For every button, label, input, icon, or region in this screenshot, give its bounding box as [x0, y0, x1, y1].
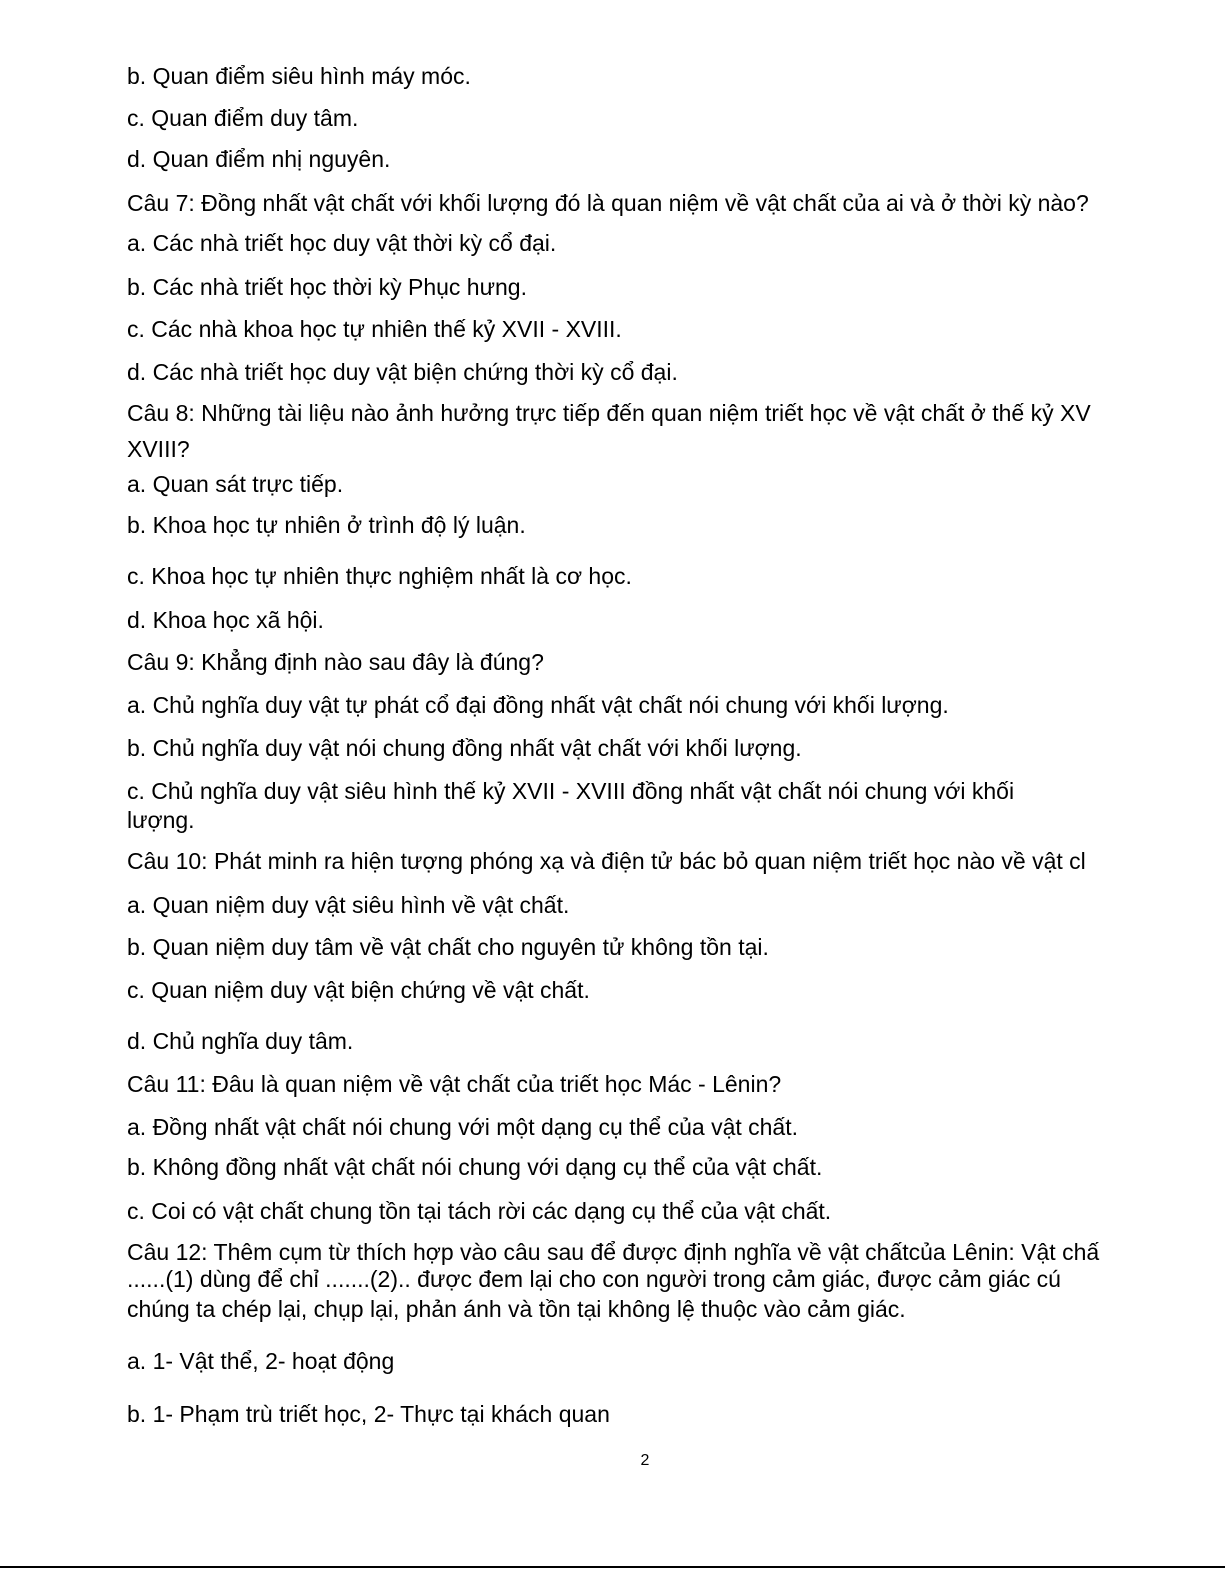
- answer-12a: a. 1- Vật thể, 2- hoạt động: [127, 1348, 395, 1374]
- answer-11a: a. Đồng nhất vật chất nói chung với một dạng cụ thể của vật chất.: [127, 1114, 798, 1140]
- question-12-line3: chúng ta chép lại, chụp lại, phản ánh và tồn tại không lệ thuộc vào cảm giác.: [127, 1296, 906, 1322]
- answer-7d: d. Các nhà triết học duy vật biện chứng thời kỳ cổ đại.: [127, 359, 678, 385]
- answer-10b: b. Quan niệm duy tâm về vật chất cho nguyên tử không tồn tại.: [127, 934, 769, 960]
- answer-8d: d. Khoa học xã hội.: [127, 607, 324, 633]
- answer-9c: c. Chủ nghĩa duy vật siêu hình thế kỷ XVII - XVIII đồng nhất vật chất nói chung với khối: [127, 778, 1015, 804]
- answer-9a: a. Chủ nghĩa duy vật tự phát cổ đại đồng nhất vật chất nói chung với khối lượng.: [127, 692, 949, 718]
- page-bottom-rule: [0, 1566, 1225, 1568]
- answer-11b: b. Không đồng nhất vật chất nói chung với dạng cụ thể của vật chất.: [127, 1154, 823, 1180]
- question-10: Câu 10: Phát minh ra hiện tượng phóng xạ và điện tử bác bỏ quan niệm triết học nào về vật cl: [127, 848, 1086, 874]
- answer-6b: b. Quan điểm siêu hình máy móc.: [127, 63, 471, 89]
- answer-7a: a. Các nhà triết học duy vật thời kỳ cổ đại.: [127, 230, 557, 256]
- answer-8a: a. Quan sát trực tiếp.: [127, 471, 344, 497]
- question-9: Câu 9: Khẳng định nào sau đây là đúng?: [127, 649, 544, 675]
- question-7: Câu 7: Đồng nhất vật chất với khối lượng đó là quan niệm về vật chất của ai và ở thời kỳ nào?: [127, 190, 1089, 216]
- question-12-line2: ......(1) dùng để chỉ .......(2).. được đem lại cho con người trong cảm giác, được cảm giác cú: [127, 1266, 1061, 1292]
- answer-8c: c. Khoa học tự nhiên thực nghiệm nhất là cơ học.: [127, 563, 632, 589]
- answer-12b: b. 1- Phạm trù triết học, 2- Thực tại khách quan: [127, 1401, 610, 1427]
- answer-7c: c. Các nhà khoa học tự nhiên thế kỷ XVII - XVIII.: [127, 316, 622, 342]
- answer-10d: d. Chủ nghĩa duy tâm.: [127, 1028, 354, 1054]
- answer-7b: b. Các nhà triết học thời kỳ Phục hưng.: [127, 274, 527, 300]
- question-8: Câu 8: Những tài liệu nào ảnh hưởng trực tiếp đến quan niệm triết học về vật chất ở thế kỷ XV: [127, 400, 1091, 426]
- answer-6d: d. Quan điểm nhị nguyên.: [127, 146, 391, 172]
- answer-9b: b. Chủ nghĩa duy vật nói chung đồng nhất vật chất với khối lượng.: [127, 735, 802, 761]
- question-12: Câu 12: Thêm cụm từ thích hợp vào câu sau để được định nghĩa về vật chấtcủa Lênin: Vật chấ: [127, 1239, 1100, 1265]
- answer-10c: c. Quan niệm duy vật biện chứng về vật chất.: [127, 977, 590, 1003]
- answer-10a: a. Quan niệm duy vật siêu hình về vật chất.: [127, 892, 570, 918]
- answer-11c: c. Coi có vật chất chung tồn tại tách rời các dạng cụ thể của vật chất.: [127, 1198, 832, 1224]
- question-11: Câu 11: Đâu là quan niệm về vật chất của triết học Mác - Lênin?: [127, 1071, 782, 1097]
- answer-6c: c. Quan điểm duy tâm.: [127, 105, 359, 131]
- answer-9c-cont: lượng.: [127, 807, 195, 833]
- question-8-cont: XVIII?: [127, 436, 190, 462]
- page-number: 2: [640, 1452, 650, 1469]
- answer-8b: b. Khoa học tự nhiên ở trình độ lý luận.: [127, 512, 526, 538]
